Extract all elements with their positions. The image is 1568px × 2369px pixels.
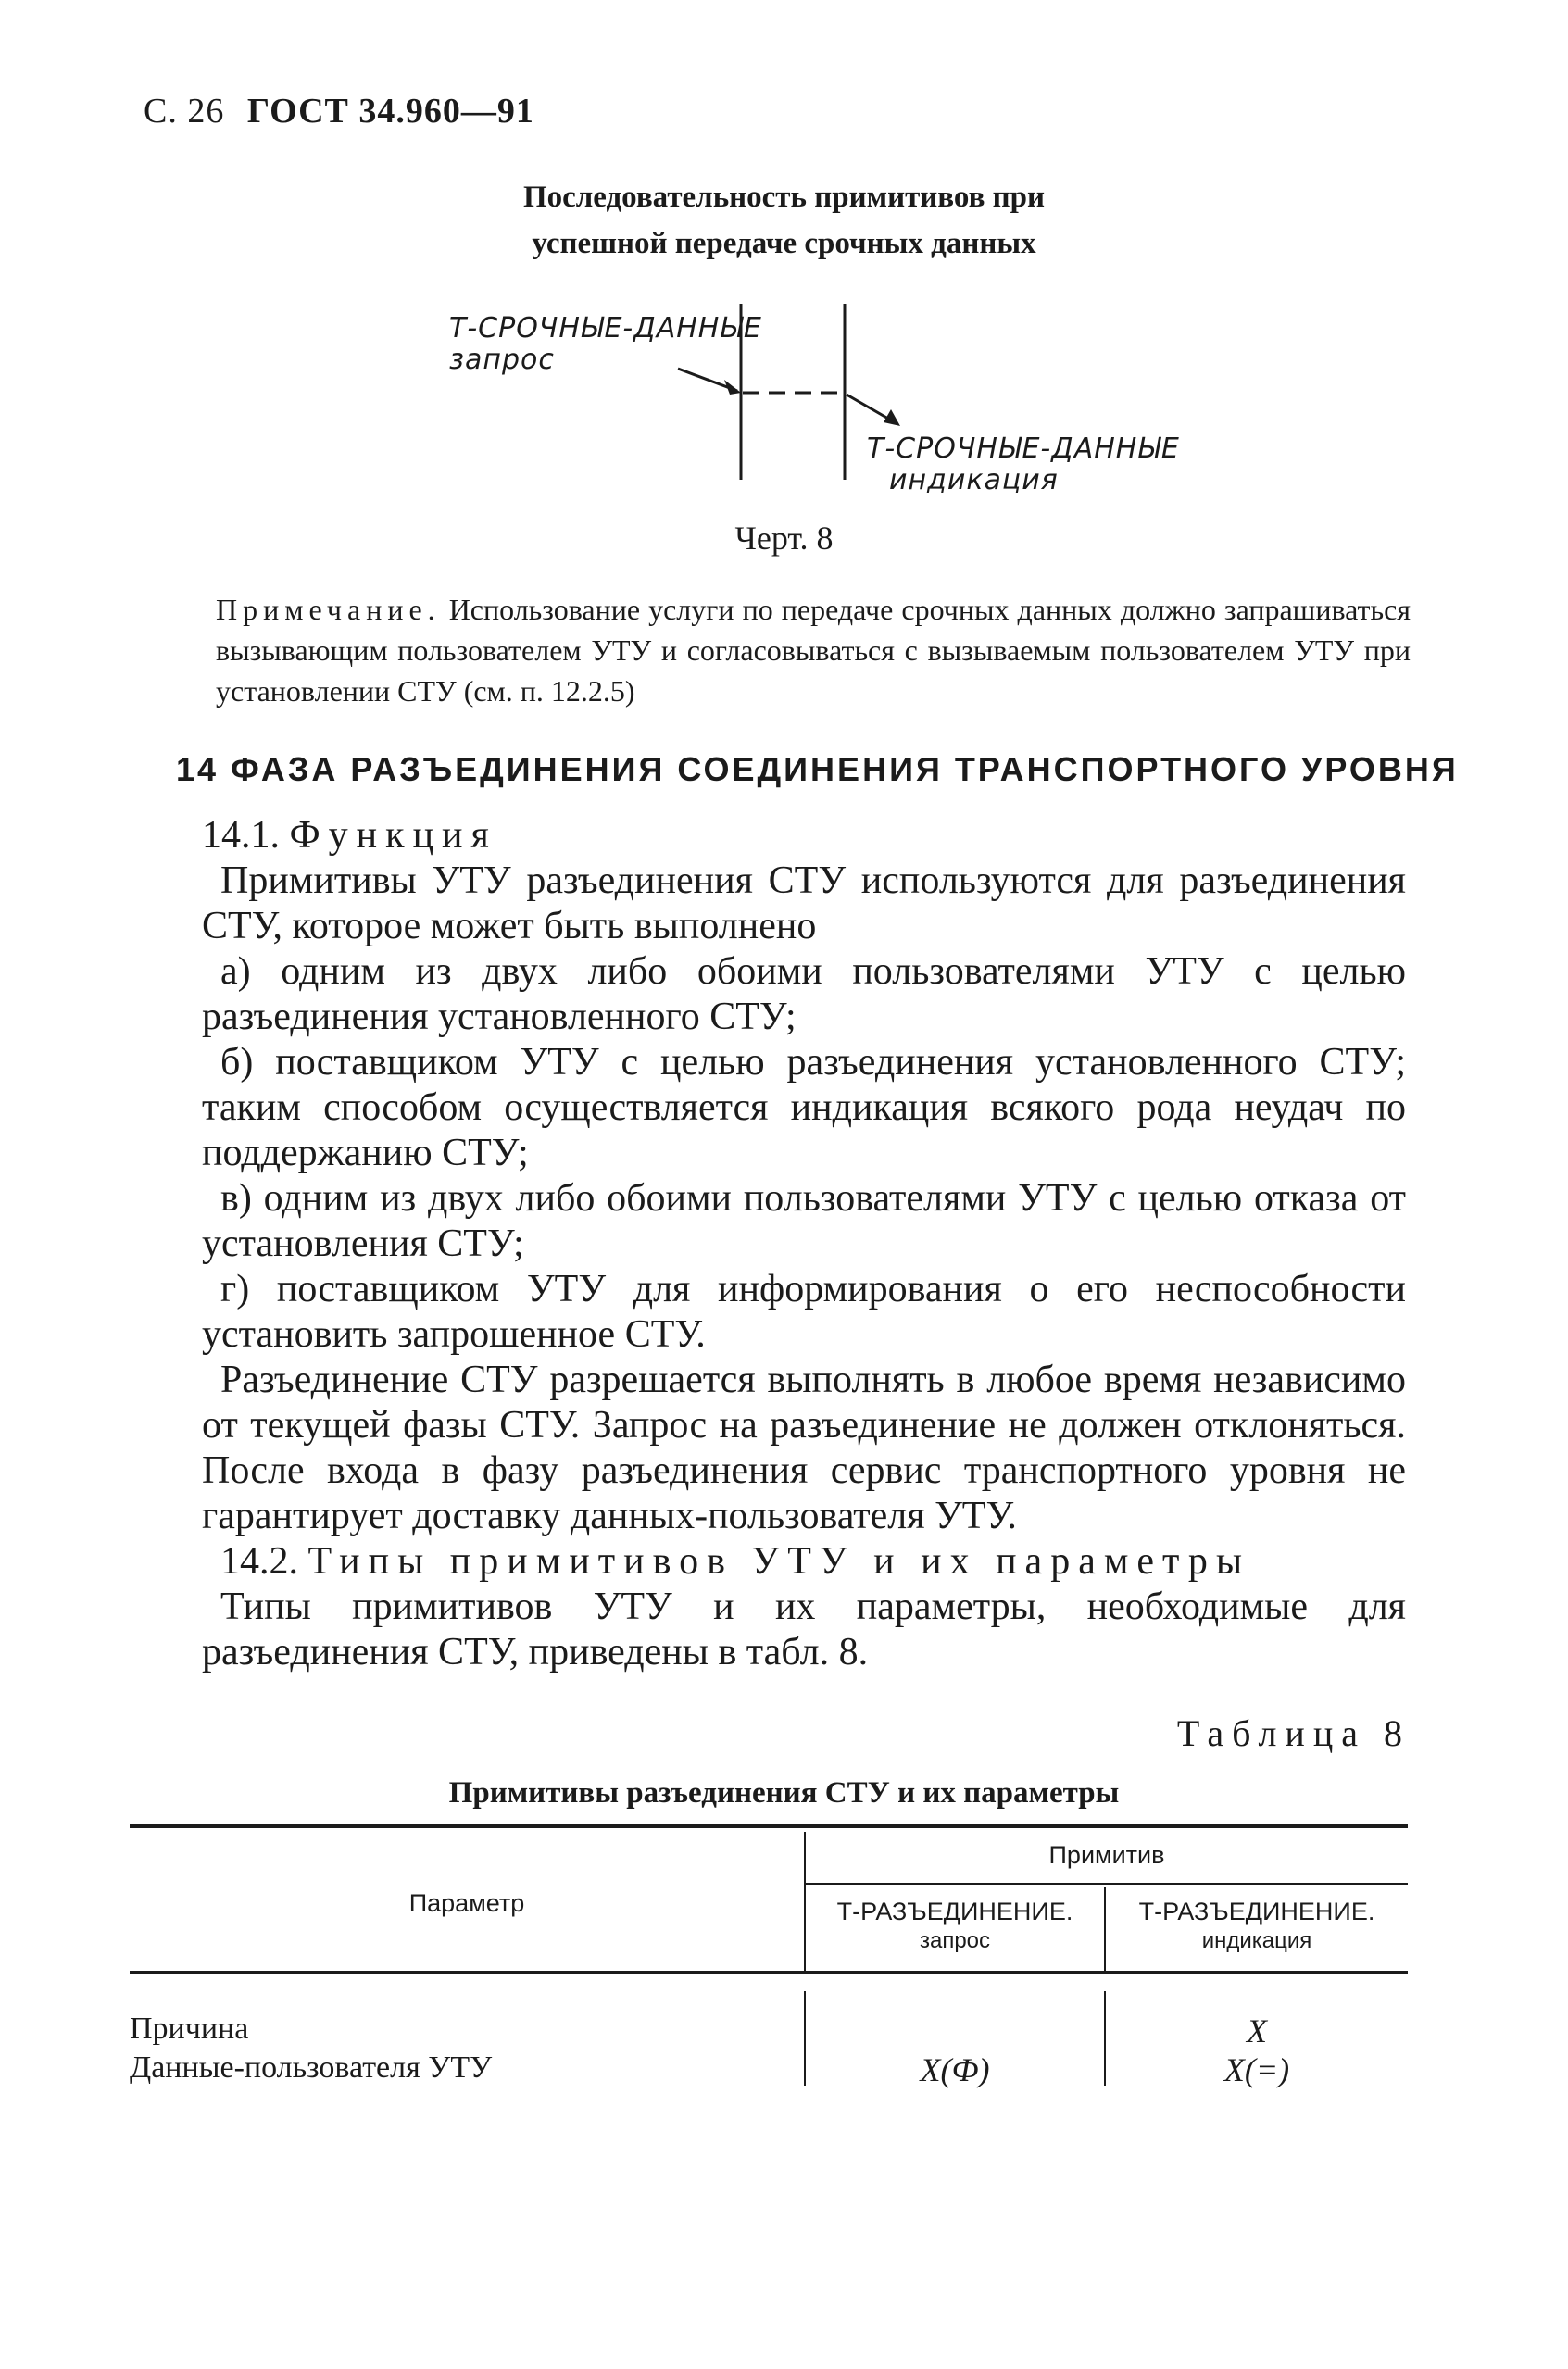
standard-designation: ГОСТ 34.960—91 bbox=[246, 92, 534, 131]
column-header-parameter: Параметр bbox=[408, 1889, 525, 1917]
primitives-table bbox=[130, 1824, 1408, 2130]
request-label: Т-СРОЧНЫЕ-ДАННЫЕ запрос bbox=[449, 312, 762, 376]
page-header bbox=[144, 91, 534, 132]
subsection-title: Функция bbox=[289, 814, 497, 857]
paragraph: Разъединение СТУ разрешается выполнять в любое время независимо от текущей фазы СТУ. Запрос на разъединение не должен отклоняться. После входа в фазу разъединения сервис транспортного уровня не гарантирует доставку данных-пользователя УТУ. bbox=[202, 1359, 1406, 1537]
subsection-number: 14.2. bbox=[220, 1540, 298, 1583]
subsection-title: Типы примитивов УТУ и их параметры bbox=[307, 1540, 1251, 1583]
page-number: С. 26 bbox=[144, 92, 225, 131]
list-item: а) одним из двух либо обоими пользователями УТУ с целью разъединения установленного СТУ; bbox=[202, 950, 1406, 1038]
list-item: б) поставщиком УТУ с целью разъединения установленного СТУ; таким способом осуществляется индикация всякого рода неудач по поддержанию СТУ; bbox=[202, 1041, 1406, 1174]
note-text: Использование услуги по передаче срочных данных должно запрашиваться вызывающим пользователем УТУ и согласовываться с вызываемым пользователем УТУ при установлении СТУ (см. п. 12.2.5) bbox=[216, 593, 1411, 708]
column-header-indication: Т-РАЗЪЕДИНЕНИЕ. индикация bbox=[1138, 1898, 1375, 1953]
figure-title-line: успешной передаче срочных данных bbox=[532, 227, 1036, 260]
note-label: Примечание. bbox=[216, 593, 441, 626]
subsection-number: 14.1. bbox=[202, 814, 280, 857]
note bbox=[216, 589, 1411, 711]
cell-indication: X bbox=[1247, 2012, 1267, 2049]
table-number: Таблица 8 bbox=[1176, 1712, 1411, 1754]
column-header-request: Т-РАЗЪЕДИНЕНИЕ. запрос bbox=[836, 1898, 1073, 1953]
figure-title-line: Последовательность примитивов при bbox=[522, 181, 1046, 214]
table-title: Примитивы разъединения СТУ и их параметры bbox=[448, 1776, 1120, 1810]
column-group-header: Примитив bbox=[1048, 1841, 1165, 1869]
table-top-rule bbox=[130, 1824, 1408, 1828]
paragraph: Примитивы УТУ разъединения СТУ используются для разъединения СТУ, которое может быть выполнено bbox=[202, 859, 1406, 947]
section-heading: 14 ФАЗА РАЗЪЕДИНЕНИЯ СОЕДИНЕНИЯ ТРАНСПОРТНОГО УРОВНЯ bbox=[176, 750, 1459, 788]
table-header-bottom-rule bbox=[130, 1971, 1408, 1974]
list-item: в) одним из двух либо обоими пользователями УТУ с целью отказа от установления СТУ; bbox=[202, 1177, 1406, 1265]
primitive-sequence-diagram bbox=[435, 295, 1195, 517]
subsection-14-1 bbox=[202, 813, 1406, 859]
row-param: Данные-пользователя УТУ bbox=[130, 2050, 493, 2085]
row-param: Причина bbox=[130, 2012, 249, 2046]
cell-indication: X(=) bbox=[1223, 2051, 1290, 2088]
cell-request: X(Ф) bbox=[920, 2051, 990, 2088]
section-body bbox=[202, 859, 1406, 1675]
table-header-rule bbox=[806, 1883, 1408, 1885]
indication-label: Т-СРОЧНЫЕ-ДАННЫЕ индикация bbox=[867, 432, 1180, 496]
figure-caption: Черт. 8 bbox=[734, 520, 834, 557]
figure-title bbox=[0, 174, 1568, 267]
paragraph: Типы примитивов УТУ и их параметры, необходимые для разъединения СТУ, приведены в табл. 8. bbox=[202, 1586, 1406, 1673]
subsection-14-2 bbox=[202, 1539, 1406, 1585]
list-item: г) поставщиком УТУ для информирования о его неспособности установить запрошенное СТУ. bbox=[202, 1268, 1406, 1356]
